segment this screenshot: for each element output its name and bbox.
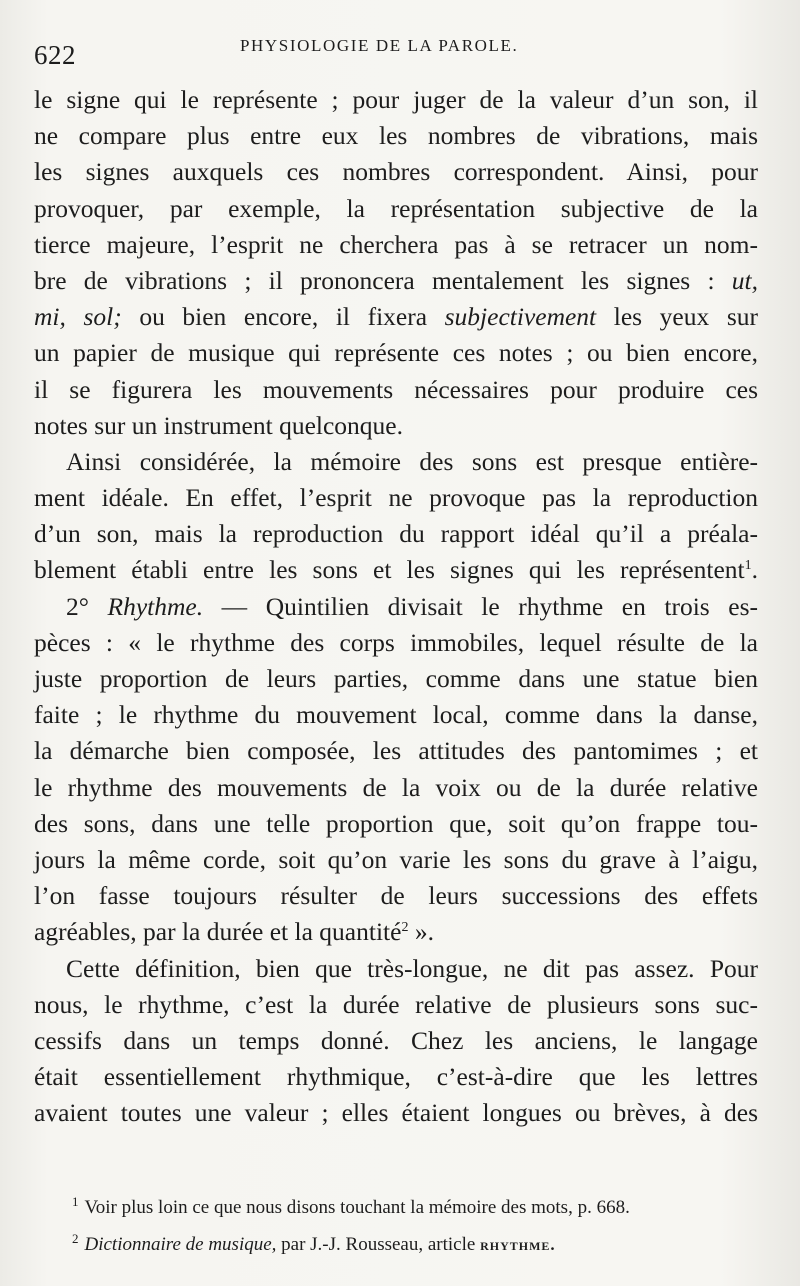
section-title: Rhythme. xyxy=(107,591,204,621)
text-line: blement établi entre les sons et les signes qui les représentent$^1$. xyxy=(34,555,758,585)
footnote-1 xyxy=(72,1186,772,1223)
text-line: ne compare plus entre eux les nombres de vibrations, mais xyxy=(34,121,758,151)
text-line: jours la même corde, soit qu’on varie les sons du grave à l’aigu, xyxy=(34,844,758,874)
text-line: Ainsi considérée, la mémoire des sons est presque entière- xyxy=(66,446,758,476)
text-line: pèces : « le rhythme des corps immobiles, lequel résulte de la xyxy=(34,627,758,657)
text-line: agréables, par la durée et la quantité$^2$ ». xyxy=(34,917,434,947)
text-line: d’un son, mais la reproduction du rapport idéal qu’il a préala- xyxy=(34,519,758,549)
page-header xyxy=(34,34,764,70)
text-line: il se figurera les mouvements nécessaires pour produire ces xyxy=(34,374,758,404)
text-line: bre de vibrations ; il prononcera mentalement les signes : ut, xyxy=(34,265,759,295)
footnote-mark: 1 xyxy=(72,1194,79,1209)
text-line: juste proportion de leurs parties, comme dans une statue bien xyxy=(34,664,758,693)
footnote-mark: 2 xyxy=(72,1231,79,1246)
text-line: des sons, dans une telle proportion que, soit qu’on frappe tou- xyxy=(34,808,758,838)
page-number: 622 xyxy=(34,40,76,70)
text-line: le rhythme des mouvements de la voix ou de la durée relative xyxy=(34,772,758,802)
text-line: l’on fasse toujours résulter de leurs successions des effets xyxy=(34,881,758,911)
footnote-text: par J.-J. Rousseau, article xyxy=(281,1234,476,1255)
text-line: avaient toutes une valeur ; elles étaient longues ou brèves, à des xyxy=(34,1098,758,1128)
text-line: était essentiellement rhythmique, c’est-à-dire que les lettres xyxy=(34,1062,758,1092)
footnote-ref: 2 xyxy=(401,920,409,936)
text-line: ment idéale. En effet, l’esprit ne provoque pas la reproduction xyxy=(34,483,758,513)
body-text xyxy=(34,82,758,1131)
text-line: 2° Rhythme. — Quintilien divisait le rhythme en trois es- xyxy=(66,591,759,621)
text-line: notes sur un instrument quelconque. xyxy=(34,410,403,440)
footnote-text: Voir plus loin ce que nous disons touchant la mémoire des mots, p. 668. xyxy=(84,1197,630,1218)
footnote-book-title: Dictionnaire de musique, xyxy=(84,1234,277,1255)
text-line: le signe qui le représente ; pour juger de la valeur d’un son, il xyxy=(34,85,758,114)
running-title: PHYSIOLOGIE DE LA PAROLE. xyxy=(240,36,519,55)
text-line: tierce majeure, l’esprit ne cherchera pas à se retracer un nom- xyxy=(34,229,758,259)
text-line: mi, sol; ou bien encore, il fixera subjectivement les yeux sur xyxy=(34,302,758,332)
text-line: un papier de musique qui représente ces notes ; ou bien encore, xyxy=(34,338,758,368)
footnotes xyxy=(72,1186,772,1260)
text-line: nous, le rhythme, c’est la durée relative de plusieurs sons suc- xyxy=(34,989,758,1019)
text-line: faite ; le rhythme du mouvement local, comme dans la danse, xyxy=(34,700,758,730)
text-line: les signes auxquels ces nombres correspondent. Ainsi, pour xyxy=(34,157,758,187)
footnote-ref: 1 xyxy=(744,558,752,574)
text-line: Cette définition, bien que très-longue, ne dit pas assez. Pour xyxy=(66,953,758,983)
text-line: la démarche bien composée, les attitudes des pantomimes ; et xyxy=(34,736,758,766)
text-line: cessifs dans un temps donné. Chez les anciens, le langage xyxy=(34,1025,758,1055)
footnote-article: rhythme. xyxy=(480,1235,556,1254)
footnote-2 xyxy=(72,1223,772,1260)
text-line: provoquer, par exemple, la représentation subjective de la xyxy=(34,193,758,223)
